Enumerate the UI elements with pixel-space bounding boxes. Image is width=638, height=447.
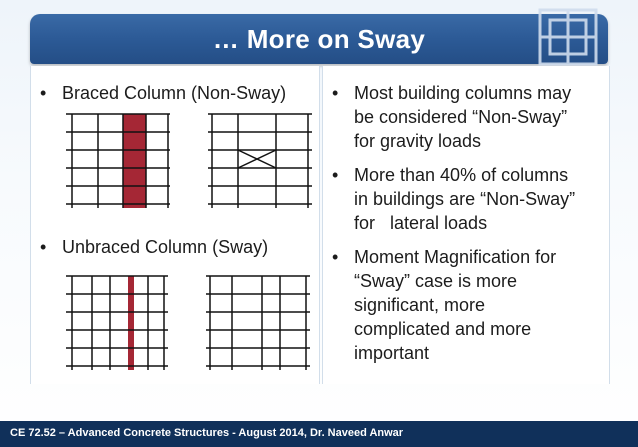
lateral-bullet-line-2: in buildings are “Non-Sway” (354, 189, 576, 209)
braced-frame-with-column (66, 112, 170, 210)
bullet-marker: • (332, 83, 339, 103)
braced-column-label: Braced Column (Non-Sway) (62, 83, 287, 103)
gravity-bullet-line-2: be considered “Non-Sway” (354, 107, 568, 127)
moment-bullet-line-3: significant, more (354, 295, 486, 315)
footer-bar (0, 421, 638, 447)
unbraced-column-label: Unbraced Column (Sway) (62, 237, 269, 257)
lateral-bullet-line-3: for lateral loads (354, 213, 488, 233)
footer-text: CE 72.52 – Advanced Concrete Structures - August 2014, Dr. Naveed Anwar (10, 427, 404, 439)
braced-column-highlight (123, 114, 146, 208)
title-bar (30, 14, 608, 64)
bullet-marker: • (332, 247, 339, 267)
lateral-loads-bullet (332, 164, 604, 236)
unbraced-frame-with-column (66, 274, 168, 372)
moment-magnification-bullet (332, 246, 604, 366)
gravity-bullet-line-3: for gravity loads (354, 131, 482, 151)
moment-bullet-line-4: complicated and more (354, 319, 532, 339)
unbraced-column-bullet (40, 236, 310, 260)
bullet-marker: • (40, 83, 47, 103)
unbraced-frame-plain (206, 274, 310, 372)
slide-title: … More on Sway (212, 24, 426, 54)
lateral-bullet-line-1: More than 40% of columns (354, 165, 569, 185)
moment-bullet-line-2: “Sway” case is more (354, 271, 518, 291)
gravity-bullet-line-1: Most building columns may (354, 83, 572, 103)
bullet-marker: • (40, 237, 47, 257)
moment-bullet-line-5: important (354, 343, 430, 363)
braced-frame-x-bracing (208, 112, 312, 210)
unbraced-column-highlight (128, 276, 134, 370)
braced-column-bullet (40, 82, 310, 106)
moment-bullet-line-1: Moment Magnification for (354, 247, 557, 267)
gravity-loads-bullet (332, 82, 604, 154)
bullet-marker: • (332, 165, 339, 185)
institute-logo-icon (534, 2, 604, 72)
